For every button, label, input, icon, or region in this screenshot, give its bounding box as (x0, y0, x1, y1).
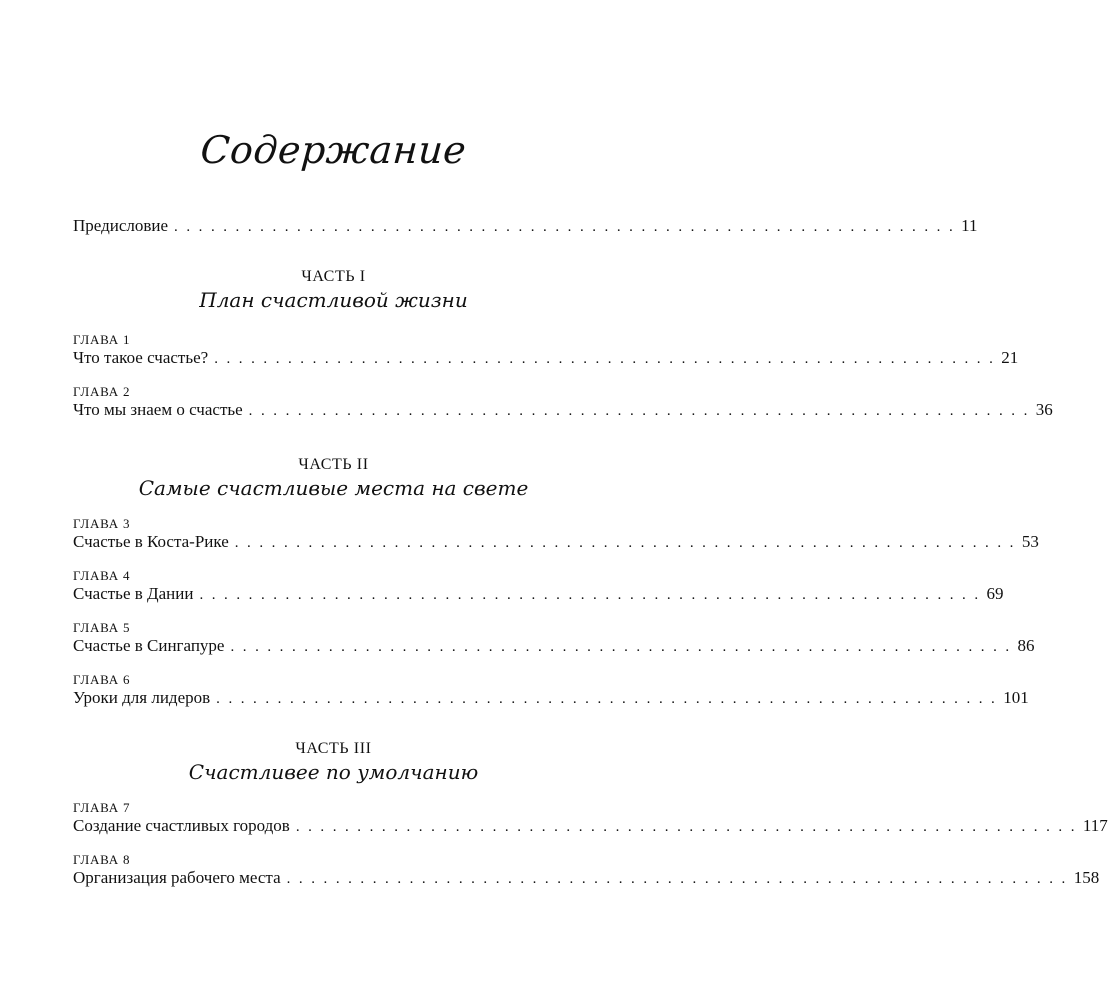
dot-leader: . . . . . . . . . . . . . . . . . . . . . . . . . . . . . . . . . . . . . . . . . . . . . . . . . . . . . . . . . . . . . . . . (286, 871, 1068, 887)
toc-entry-chapter-8[interactable] (73, 868, 1100, 888)
toc-entry-chapter-5[interactable] (73, 636, 1035, 656)
chapter-label: ГЛАВА 7 (73, 800, 131, 815)
dot-leader: . . . . . . . . . . . . . . . . . . . . . . . . . . . . . . . . . . . . . . . . . . . . . . . . . . . . . . . . . . . . . . . . (174, 219, 956, 235)
chapter-label: ГЛАВА 3 (73, 516, 131, 531)
entry-page-number: 36 (1035, 400, 1053, 419)
page-title: Содержание (199, 128, 468, 172)
entry-page-number: 158 (1073, 868, 1100, 887)
dot-leader: . . . . . . . . . . . . . . . . . . . . . . . . . . . . . . . . . . . . . . . . . . . . . . . . . . . . . . . . . . . . . . . . (214, 351, 996, 367)
dot-leader: . . . . . . . . . . . . . . . . . . . . . . . . . . . . . . . . . . . . . . . . . . . . . . . . . . . . . . . . . . . . . . . . (216, 691, 998, 707)
toc-entry-chapter-3[interactable] (73, 532, 1039, 552)
part-title: План счастливой жизни (199, 288, 468, 312)
entry-title: Предисловие (73, 216, 169, 235)
chapter-label: ГЛАВА 6 (73, 672, 131, 687)
dot-leader: . . . . . . . . . . . . . . . . . . . . . . . . . . . . . . . . . . . . . . . . . . . . . . . . . . . . . . . . . . . . . . . . (295, 819, 1077, 835)
toc-entry-chapter-7[interactable] (73, 816, 1108, 836)
dot-leader: . . . . . . . . . . . . . . . . . . . . . . . . . . . . . . . . . . . . . . . . . . . . . . . . . . . . . . . . . . . . . . . . (230, 639, 1012, 655)
entry-title: Организация рабочего места (73, 868, 281, 887)
chapter-label: ГЛАВА 2 (73, 384, 131, 399)
dot-leader: . . . . . . . . . . . . . . . . . . . . . . . . . . . . . . . . . . . . . . . . . . . . . . . . . . . . . . . . . . . . . . . . (199, 587, 981, 603)
entry-title: Счастье в Дании (73, 584, 194, 603)
part-label: ЧАСТЬ III (295, 740, 372, 757)
part-label: ЧАСТЬ I (301, 268, 366, 285)
entry-page-number: 69 (986, 584, 1004, 603)
entry-page-number: 117 (1082, 816, 1108, 835)
entry-title: Что такое счастье? (73, 348, 209, 367)
chapter-label: ГЛАВА 1 (73, 332, 131, 347)
entry-title: Создание счастливых городов (73, 816, 290, 835)
entry-page-number: 11 (961, 216, 978, 235)
entry-page-number: 53 (1021, 532, 1039, 551)
dot-leader: . . . . . . . . . . . . . . . . . . . . . . . . . . . . . . . . . . . . . . . . . . . . . . . . . . . . . . . . . . . . . . . . (248, 403, 1030, 419)
entry-title: Что мы знаем о счастье (73, 400, 243, 419)
entry-page-number: 21 (1001, 348, 1019, 367)
part-label: ЧАСТЬ II (298, 456, 369, 473)
toc-entry-chapter-1[interactable] (73, 348, 1019, 368)
toc-entry-chapter-2[interactable] (73, 400, 1053, 420)
chapter-label: ГЛАВА 4 (73, 568, 131, 583)
entry-page-number: 101 (1003, 688, 1029, 707)
chapter-label: ГЛАВА 5 (73, 620, 131, 635)
toc-entry-chapter-4[interactable] (73, 584, 1004, 604)
entry-title: Счастье в Сингапуре (73, 636, 225, 655)
toc-entry-chapter-6[interactable] (73, 688, 1029, 708)
dot-leader: . . . . . . . . . . . . . . . . . . . . . . . . . . . . . . . . . . . . . . . . . . . . . . . . . . . . . . . . . . . . . . . . (234, 535, 1016, 551)
part-title: Счастливее по умолчанию (188, 760, 479, 784)
entry-title: Счастье в Коста-Рике (73, 532, 229, 551)
chapter-label: ГЛАВА 8 (73, 852, 131, 867)
entry-page-number: 86 (1017, 636, 1035, 655)
part-title: Самые счастливые места на свете (138, 476, 529, 500)
entry-title: Уроки для лидеров (73, 688, 211, 707)
toc-entry-preface[interactable] (73, 216, 978, 236)
